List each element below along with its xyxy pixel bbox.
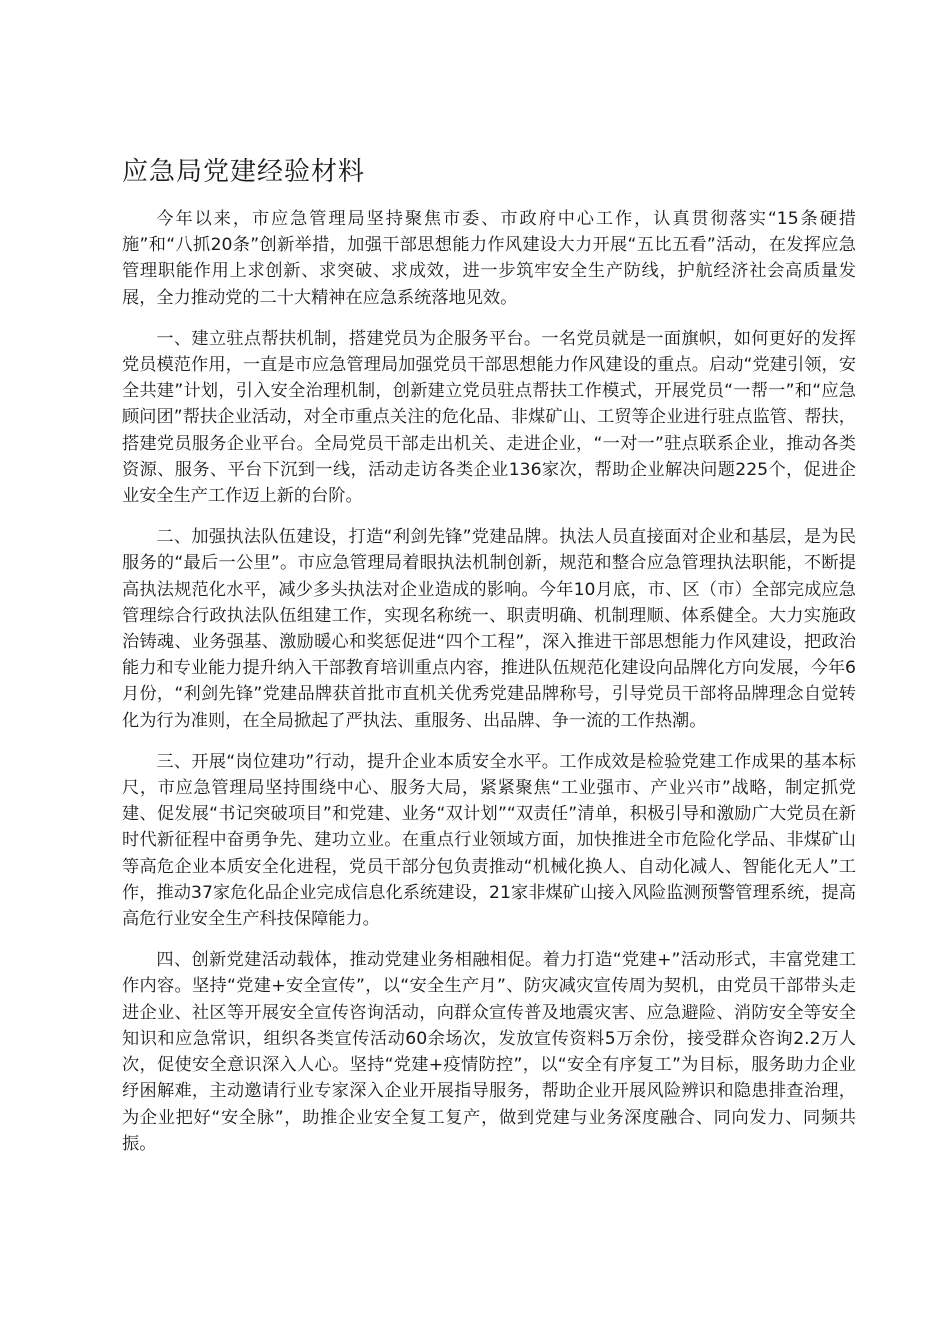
document-body — [122, 206, 856, 1172]
paragraph-section-2: 二、加强执法队伍建设，打造“利剑先锋”党建品牌。执法人员直接面对企业和基层，是为民服务的“最后一公里”。市应急管理局着眼执法机制创新，规范和整合应急管理执法职能，不断提高执法规范化水平，减少多头执法对企业造成的影响。今年10月底，市、区（市）全部完成应急管理综合行政执法队伍组建工作，实现名称统一、职责明确、机制理顺、体系健全。大力实施政治铸魂、业务强基、激励暖心和奖惩促进“四个工程”，深入推进干部思想能力作风建设，把政治能力和专业能力提升纳入干部教育培训重点内容，推进队伍规范化建设向品牌化方向发展，今年6月份，“利剑先锋”党建品牌获首批市直机关优秀党建品牌称号，引导党员干部将品牌理念自觉转化为行为准则，在全局掀起了严执法、重服务、出品牌、争一流的工作热潮。 — [122, 527, 856, 731]
paragraph-section-3: 三、开展“岗位建功”行动，提升企业本质安全水平。工作成效是检验党建工作成果的基本标尺，市应急管理局坚持围绕中心、服务大局，紧紧聚焦“工业强市、产业兴市”战略，制定抓党建、促发展“书记突破项目”和党建、业务“双计划”“双责任”清单，积极引导和激励广大党员在新时代新征程中奋勇争先、建功立业。在重点行业领域方面，加快推进全市危险化学品、非煤矿山等高危企业本质安全化进程，党员干部分包负责推动“机械化换人、自动化减人、智能化无人”工作，推动37家危化品企业完成信息化系统建设，21家非煤矿山接入风险监测预警管理系统，提高高危行业安全生产科技保障能力。 — [122, 751, 856, 930]
paragraph-intro: 今年以来，市应急管理局坚持聚焦市委、市政府中心工作，认真贯彻落实“15条硬措施”和“八抓20条”创新举措，加强干部思想能力作风建设大力开展“五比五看”活动，在发挥应急管理职能作用上求创新、求突破、求成效，进一步筑牢安全生产防线，护航经济社会高质量发展，全力推动党的二十大精神在应急系统落地见效。 — [122, 209, 856, 308]
paragraph-section-4: 四、创新党建活动载体，推动党建业务相融相促。着力打造“党建+”活动形式，丰富党建工作内容。坚持“党建+安全宣传”，以“安全生产月”、防灾减灾宣传周为契机，由党员干部带头走进企业、社区等开展安全宣传咨询活动，向群众宣传普及地震灾害、应急避险、消防安全等安全知识和应急常识，组织各类宣传活动60余场次，发放宣传资料5万余份，接受群众咨询2.2万人次，促使安全意识深入人心。坚持“党建+疫情防控”，以“安全有序复工”为目标，服务助力企业纾困解难，主动邀请行业专家深入企业开展指导服务，帮助企业开展风险辨识和隐患排查治理，为企业把好“安全脉”，助推企业安全复工复产，做到党建与业务深度融合、同向发力、同频共振。 — [122, 950, 856, 1154]
paragraph-section-1: 一、建立驻点帮扶机制，搭建党员为企服务平台。一名党员就是一面旗帜，如何更好的发挥党员模范作用，一直是市应急管理局加强党员干部思想能力作风建设的重点。启动“党建引领，安全共建”计划，引入安全治理机制，创新建立党员驻点帮扶工作模式，开展党员“一帮一”和“应急顾问团”帮扶企业活动，对全市重点关注的危化品、非煤矿山、工贸等企业进行驻点监管、帮扶，搭建党员服务企业平台。全局党员干部走出机关、走进企业，“一对一”驻点联系企业，推动各类资源、服务、平台下沉到一线，活动走访各类企业136家次，帮助企业解决问题225个，促进企业安全生产工作迈上新的台阶。 — [122, 328, 856, 507]
document-title: 应急局党建经验材料 — [122, 157, 366, 187]
